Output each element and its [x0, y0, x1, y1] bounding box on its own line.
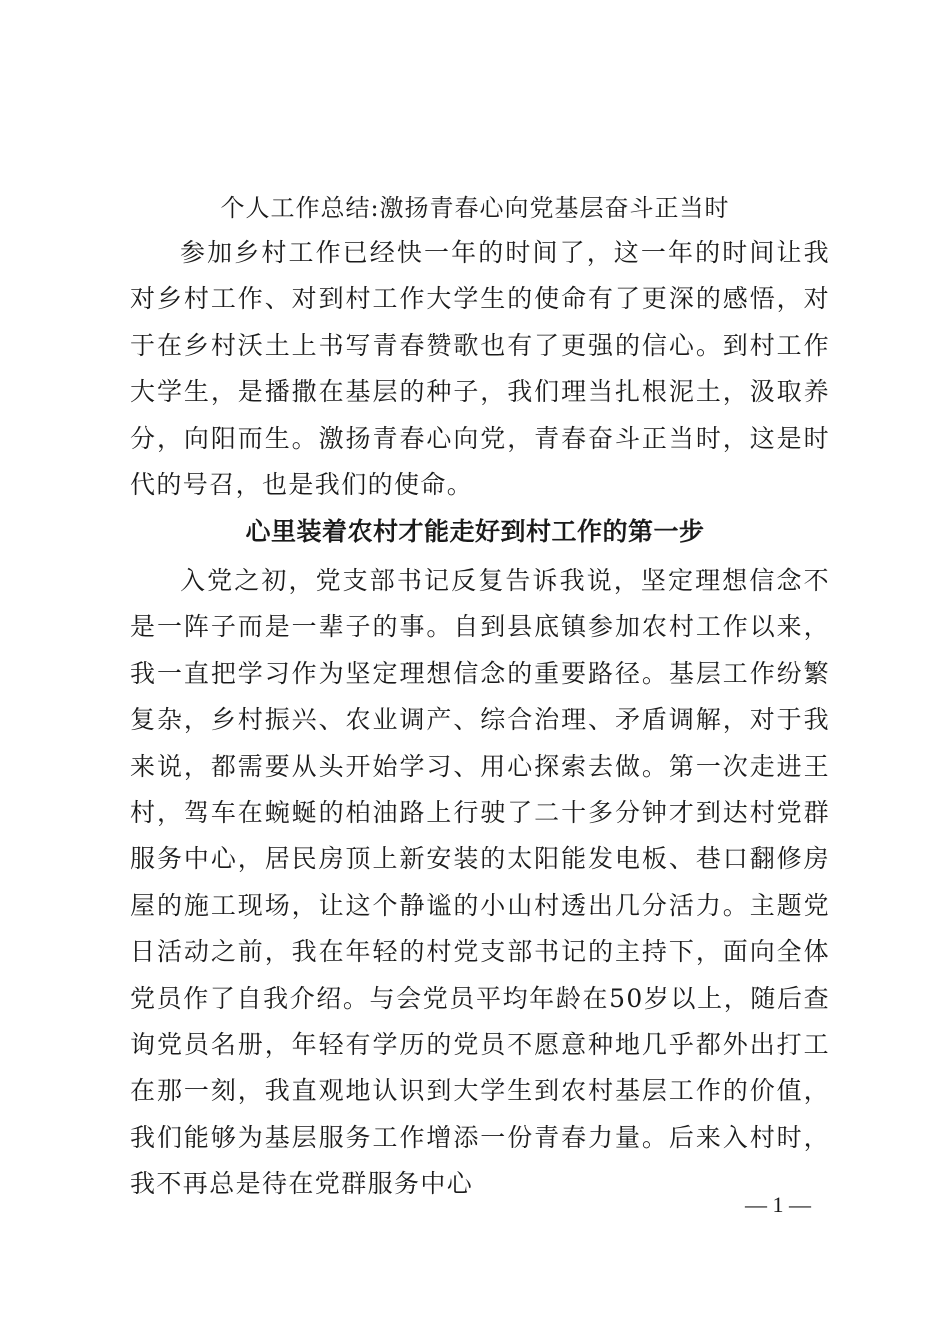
page-number: — 1 —: [745, 1192, 811, 1217]
intro-paragraph: 参加乡村工作已经快一年的时间了，这一年的时间让我对乡村工作、对到村工作大学生的使命有了更深的感悟，对于在乡村沃土上书写青春赞歌也有了更强的信心。到村工作大学生，是播撒在基层的种子，我们理当扎根泥土，汲取养分，向阳而生。激扬青春心向党，青春奋斗正当时，这是时代的号召，也是我们的使命。: [130, 238, 830, 500]
section-heading: 心里装着农村才能走好到村工作的第一步: [245, 517, 705, 546]
document-title: 个人工作总结:激扬青春心向党基层奋斗正当时: [220, 194, 730, 222]
body-paragraph: 入党之初，党支部书记反复告诉我说，坚定理想信念不是一阵子而是一辈子的事。自到县底镇参加农村工作以来，我一直把学习作为坚定理想信念的重要路径。基层工作纷繁复杂，乡村振兴、农业调产、综合治理、矛盾调解，对于我来说，都需要从头开始学习、用心探索去做。第一次走进王村，驾车在蜿蜒的柏油路上行驶了二十多分钟才到达村党群服务中心，居民房顶上新安装的太阳能发电板、巷口翻修房屋的施工现场，让这个静谧的小山村透出几分活力。主题党日活动之前，我在年轻的村党支部书记的主持下，面向全体党员作了自我介绍。与会党员平均年龄在50岁以上，随后查询党员名册，年轻有学历的党员不愿意种地几乎都外出打工在那一刻，我直观地认识到大学生到农村基层工作的价值，我们能够为基层服务工作增添一份青春力量。后来入村时，我不再总是待在党群服务中心: [130, 566, 830, 1199]
